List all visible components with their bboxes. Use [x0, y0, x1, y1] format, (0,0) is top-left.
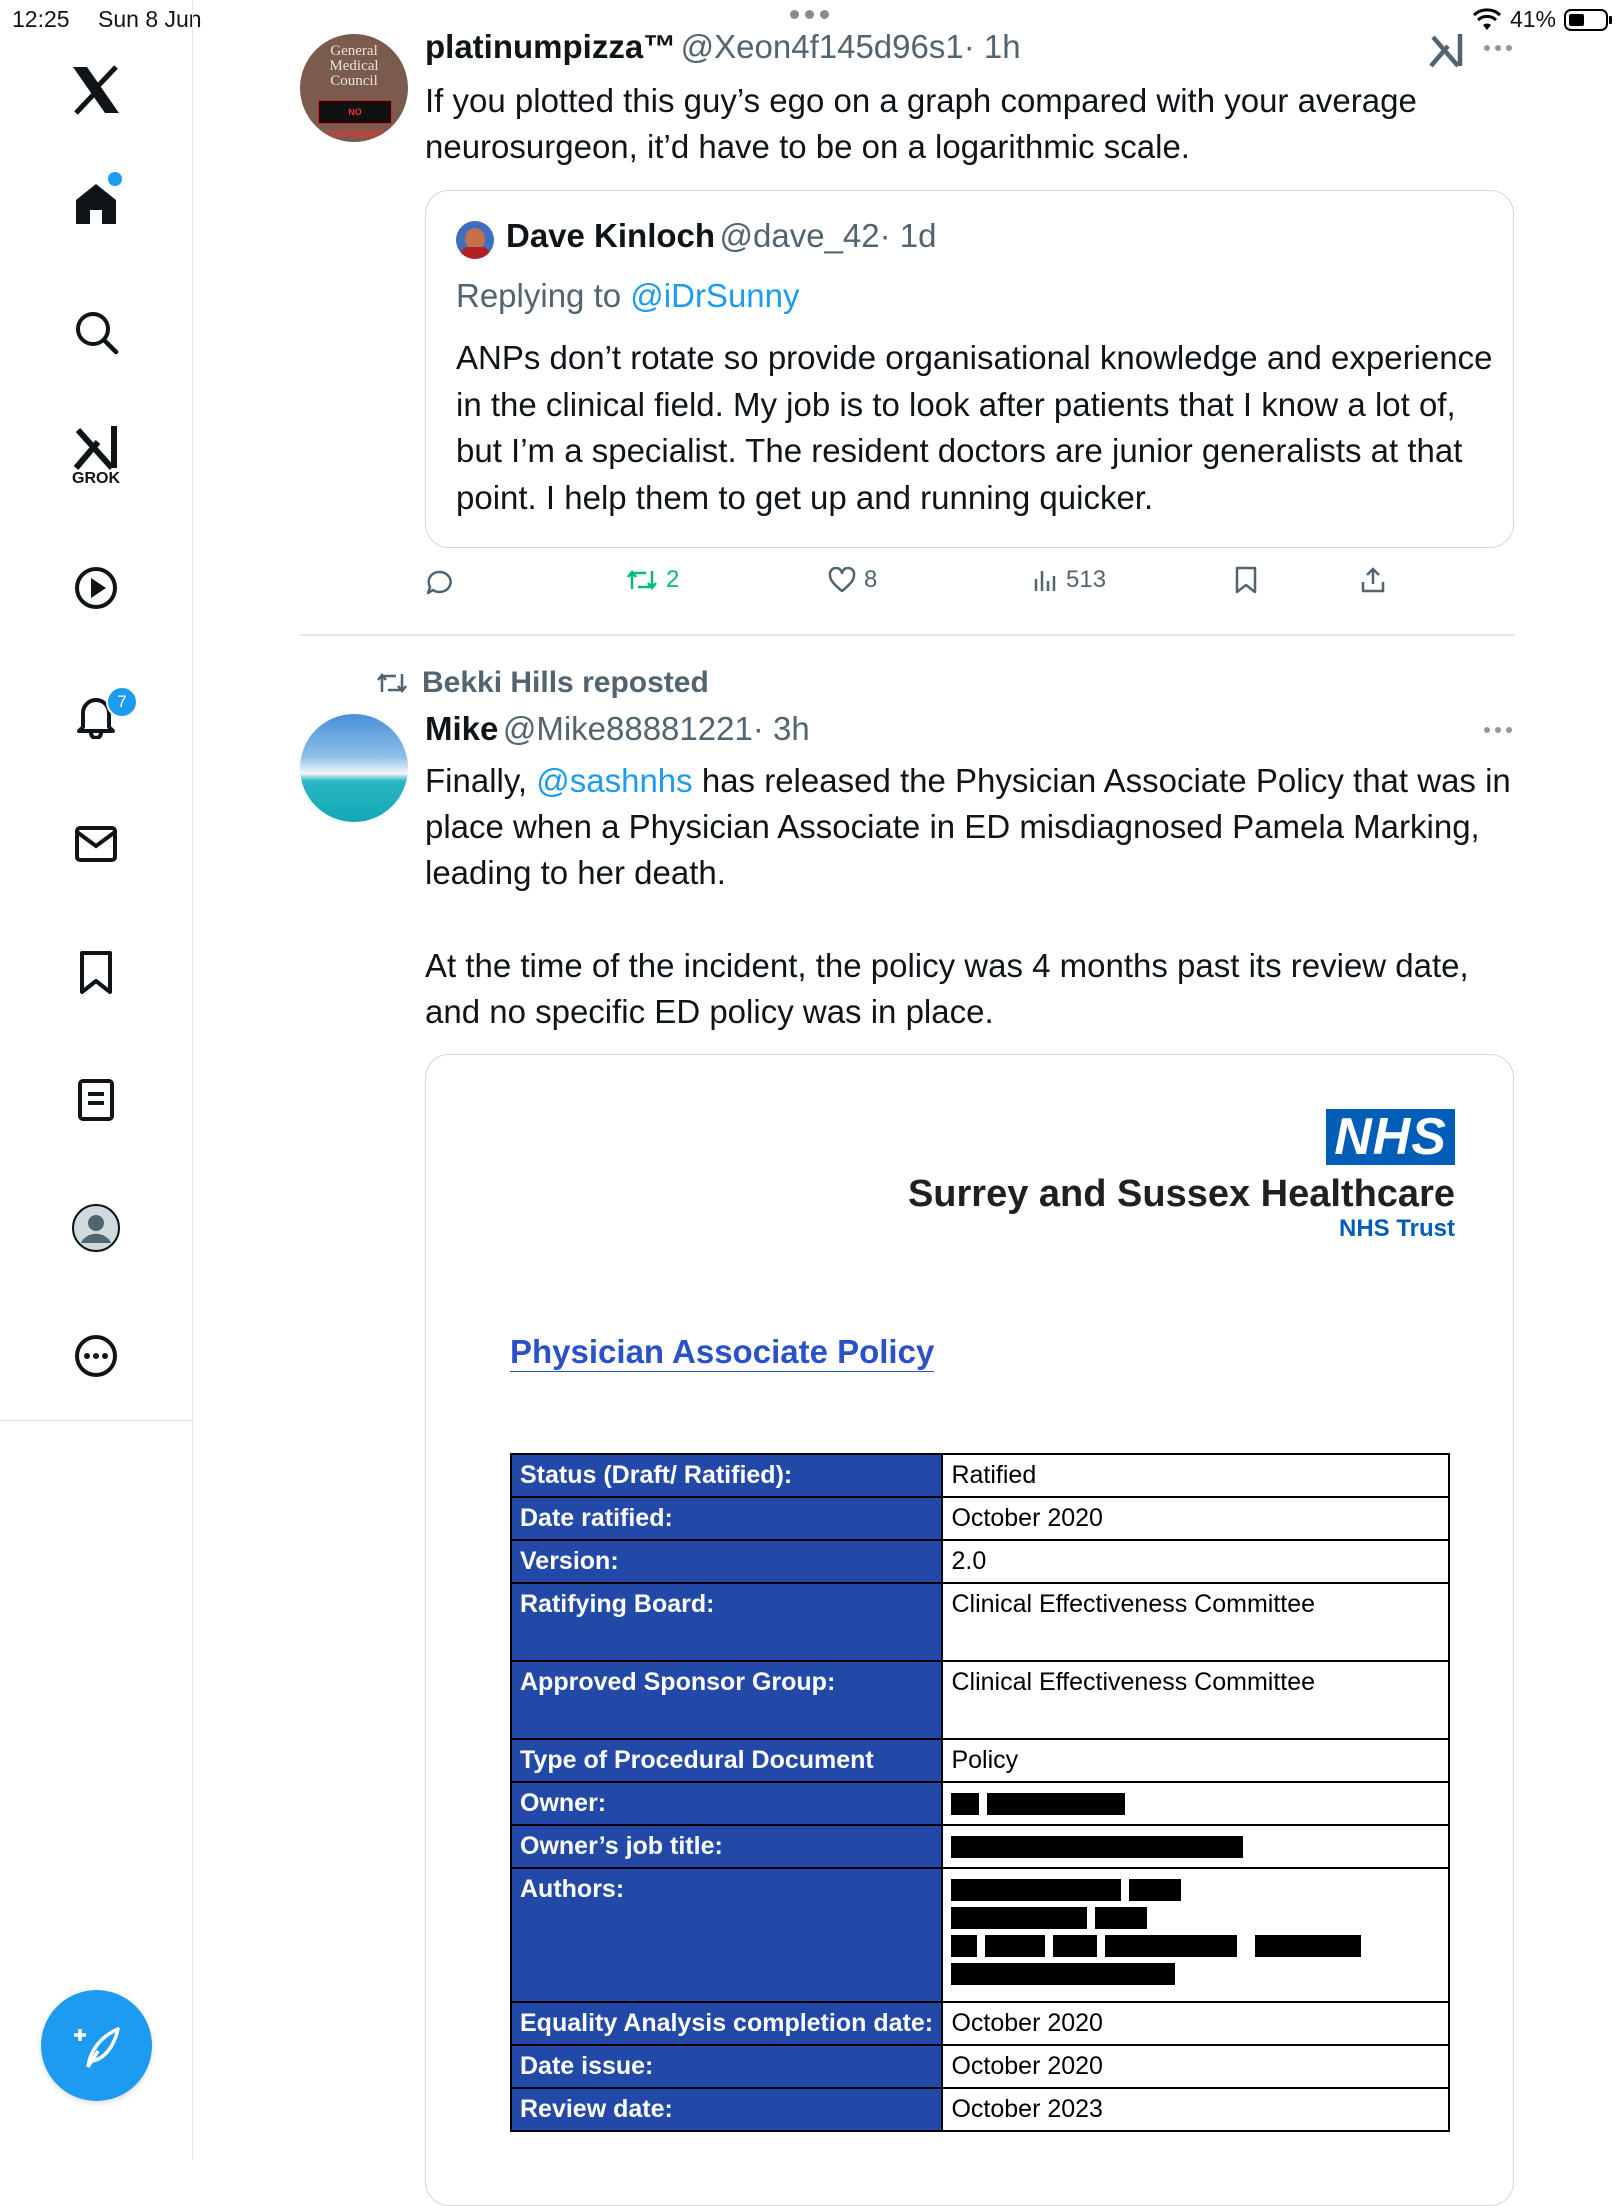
grok-explain-icon[interactable] [1428, 32, 1464, 73]
table-row [511, 2045, 1449, 2088]
grok-icon[interactable] [60, 420, 132, 492]
views-chart-icon [1032, 567, 1058, 593]
tweet1-more-icon[interactable] [1482, 38, 1514, 63]
quoted-tweet-card[interactable] [425, 190, 1514, 548]
compose-post-button[interactable] [41, 1990, 152, 2101]
avatar-text-1: General [330, 43, 378, 59]
tweet2-avatar[interactable] [300, 714, 408, 822]
table-row [511, 1583, 1449, 1661]
row-value: Policy [942, 1739, 1449, 1782]
row-value: Clinical Effectiveness Committee [942, 1661, 1449, 1739]
multitask-dots-icon[interactable] [790, 10, 836, 20]
status-time: 12:25 [12, 6, 70, 32]
more-menu-icon[interactable] [60, 1320, 132, 1392]
status-indicators [1472, 6, 1614, 33]
messages-envelope-icon[interactable] [60, 808, 132, 880]
repost-banner[interactable] [376, 666, 709, 700]
like-count: 8 [864, 566, 878, 593]
document-title: Physician Associate Policy [510, 1333, 935, 1370]
table-row [511, 2088, 1449, 2131]
tweet1-text: If you plotted this guy’s ego on a graph compared with your average neurosurgeon, it’d have to be on a logarithmic scale. [425, 82, 1417, 165]
table-row [511, 1497, 1449, 1540]
reply-icon [425, 568, 453, 596]
share-button[interactable] [1360, 566, 1386, 594]
quote-timestamp: · 1d [879, 217, 937, 254]
profile-avatar-icon[interactable] [60, 1192, 132, 1264]
redacted-owner [942, 1782, 1449, 1825]
home-unread-dot [108, 172, 122, 186]
table-row [511, 1540, 1449, 1583]
tweet1-author-handle[interactable]: @Xeon4f145d96s1 [680, 28, 964, 65]
row-value: October 2023 [942, 2088, 1449, 2131]
table-row [511, 1868, 1449, 2002]
table-row [511, 1825, 1449, 1868]
row-key: Authors: [511, 1868, 942, 2002]
repost-icon [626, 567, 658, 593]
avatar-text-4: NO CONFIDENCE [318, 100, 392, 124]
tweet1-timestamp[interactable]: · 1h [963, 28, 1021, 65]
grok-label: GROK [72, 470, 120, 487]
table-row [511, 1454, 1449, 1497]
row-key: Equality Analysis completion date: [511, 2002, 942, 2045]
status-date: Sun 8 Jun [98, 6, 202, 32]
table-row [511, 1782, 1449, 1825]
document-org-name: Surrey and Sussex Healthcare [907, 1173, 1455, 1215]
row-key: Date ratified: [511, 1497, 942, 1540]
repost-button[interactable] [626, 566, 679, 594]
avatar-text-2: Medical [329, 58, 379, 74]
redacted-authors [942, 1868, 1449, 2002]
row-key: Type of Procedural Document [511, 1739, 942, 1782]
row-value: October 2020 [942, 2002, 1449, 2045]
tweet2-media-image[interactable] [425, 1054, 1514, 2206]
bookmarks-icon[interactable] [60, 936, 132, 1008]
search-icon[interactable] [60, 296, 132, 368]
tweet1-avatar[interactable] [300, 34, 408, 142]
row-value: October 2020 [942, 1497, 1449, 1540]
bookmark-icon [1234, 566, 1258, 594]
nhs-logo: NHS [1326, 1109, 1455, 1165]
tweet2-author-name[interactable]: Mike [425, 710, 499, 747]
row-key: Ratifying Board: [511, 1583, 942, 1661]
tweet2-author-handle[interactable]: @Mike88881221 [502, 710, 753, 747]
quote-author-handle: @dave_42 [719, 217, 880, 254]
row-key: Owner’s job title: [511, 1825, 942, 1868]
quote-author-name: Dave Kinloch [506, 217, 716, 254]
row-value: 2.0 [942, 1540, 1449, 1583]
row-value: Ratified [942, 1454, 1449, 1497]
row-key: Date issue: [511, 2045, 942, 2088]
tweet2-timestamp[interactable]: · 3h [752, 710, 810, 747]
row-key: Owner: [511, 1782, 942, 1825]
replying-to-handle[interactable]: @iDrSunny [630, 277, 800, 314]
repost-count: 2 [666, 566, 680, 593]
bookmark-button[interactable] [1234, 566, 1258, 594]
share-icon [1360, 566, 1386, 594]
table-row [511, 1739, 1449, 1782]
avatar-text-3: Council [330, 73, 378, 89]
quote-text: ANPs don’t rotate so provide organisational knowledge and experience in the clinical field. My job is to look after patients that I know a lot of, but I’m a specialist. The resident doctors are junior generalists at that point. I help them to get up and running quicker. [456, 339, 1493, 516]
lists-icon[interactable] [60, 1064, 132, 1136]
table-row [511, 1661, 1449, 1739]
tweet2-text-pre: Finally, [425, 762, 537, 799]
policy-table [510, 1453, 1450, 2132]
row-key: Review date: [511, 2088, 942, 2131]
video-play-icon[interactable] [60, 552, 132, 624]
views-button[interactable] [1032, 566, 1106, 594]
tweet2-mention-link[interactable]: @sashnhs [536, 762, 693, 799]
reposted-by-label: Bekki Hills reposted [422, 666, 709, 699]
row-value: Clinical Effectiveness Committee [942, 1583, 1449, 1661]
row-key: Status (Draft/ Ratified): [511, 1454, 942, 1497]
tweet2-text [425, 758, 1515, 896]
home-icon[interactable] [60, 168, 132, 240]
tweet-divider [300, 634, 1514, 636]
like-button[interactable] [828, 566, 877, 594]
tweet2-text-post: has released the Physician Associate Policy that was in place when a Physician Associate in ED misdiagnosed Pamela Marking, leading to her death. [425, 762, 1511, 891]
redacted-job-title [942, 1825, 1449, 1868]
tweet2-text-para2: At the time of the incident, the policy was 4 months past its review date, and no specific ED policy was in place. [425, 947, 1469, 1030]
compose-feather-icon [70, 2021, 124, 2071]
tweet2-more-icon[interactable] [1482, 720, 1514, 745]
table-row [511, 2002, 1449, 2045]
tweet1-author-name[interactable]: platinumpizza™ [425, 28, 677, 65]
battery-icon [1564, 8, 1614, 32]
repost-small-icon [376, 670, 408, 696]
tweet1-header [425, 28, 1021, 66]
notifications-bell-icon[interactable] [60, 680, 132, 752]
battery-percent: 41% [1509, 6, 1556, 32]
row-key: Approved Sponsor Group: [511, 1661, 942, 1739]
notifications-badge: 7 [106, 686, 138, 718]
row-key: Version: [511, 1540, 942, 1583]
reply-button[interactable] [425, 568, 453, 596]
x-logo-icon[interactable] [60, 54, 132, 126]
quote-avatar [456, 221, 494, 259]
sidebar-divider [0, 1420, 192, 1421]
replying-to-label: Replying to [456, 277, 622, 314]
tweet2-header [425, 710, 810, 748]
heart-icon [828, 567, 856, 593]
wifi-icon [1472, 8, 1502, 32]
row-value: October 2020 [942, 2045, 1449, 2088]
views-count: 513 [1066, 566, 1107, 593]
document-trust-label: NHS Trust [1338, 1215, 1455, 1242]
